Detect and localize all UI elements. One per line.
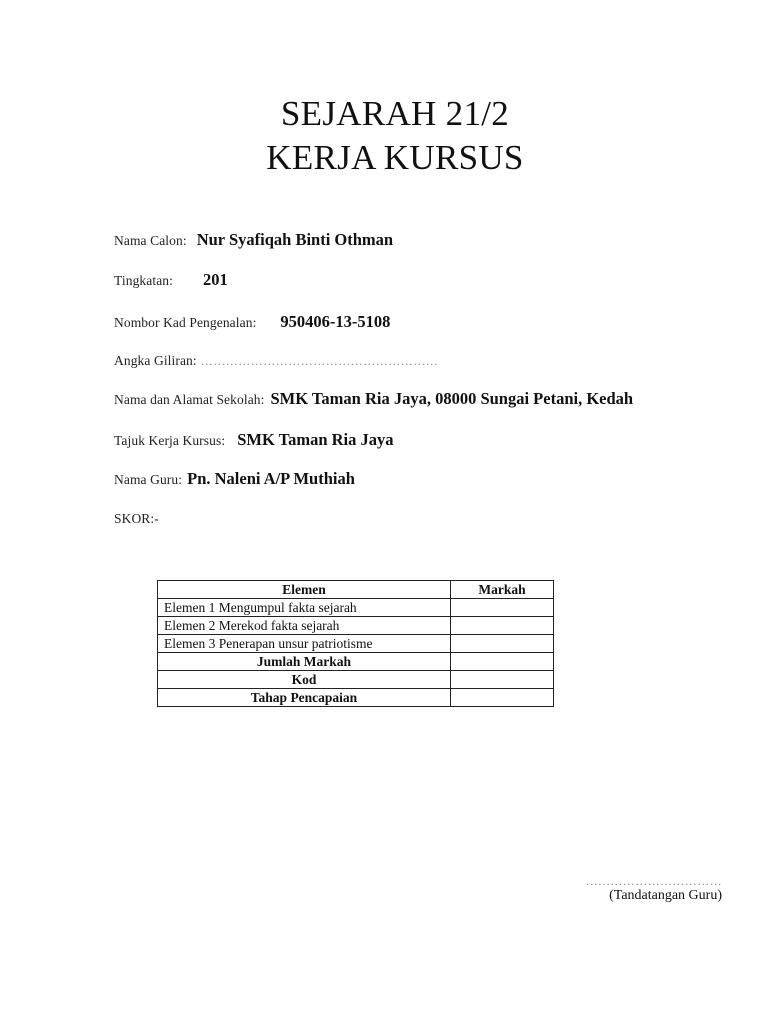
- field-nombor-kad: [114, 312, 390, 332]
- summary-cell: Jumlah Markah: [158, 653, 451, 671]
- document-title: SEJARAH 21/2: [280, 94, 510, 133]
- table-row: [158, 599, 554, 617]
- field-label: Nama Calon:: [114, 233, 187, 248]
- field-angka-giliran: [114, 352, 438, 370]
- field-dots: …………………………………………………: [200, 354, 439, 368]
- element-cell: Elemen 3 Penerapan unsur patriotisme: [158, 635, 451, 653]
- element-cell: Elemen 2 Merekod fakta sejarah: [158, 617, 451, 635]
- field-value: SMK Taman Ria Jaya: [237, 430, 394, 449]
- field-guru: [114, 469, 355, 489]
- field-sekolah: [114, 389, 633, 409]
- field-label: Tajuk Kerja Kursus:: [114, 433, 226, 448]
- markah-cell: [451, 599, 554, 617]
- field-tingkatan: [114, 270, 228, 290]
- column-header-markah: Markah: [451, 581, 554, 599]
- field-value: SMK Taman Ria Jaya, 08000 Sungai Petani, Kedah: [270, 389, 634, 408]
- document-subtitle: KERJA KURSUS: [266, 138, 524, 177]
- field-nama-calon: [114, 230, 393, 250]
- field-label: Nama dan Alamat Sekolah:: [114, 392, 265, 407]
- signature-line: ……………………………: [585, 874, 722, 888]
- field-value: 201: [203, 270, 228, 289]
- summary-cell: Tahap Pencapaian: [158, 689, 451, 707]
- field-label: SKOR:-: [114, 511, 159, 526]
- field-skor: [114, 510, 159, 528]
- field-label: Nama Guru:: [114, 472, 183, 487]
- field-label: Tingkatan:: [114, 273, 174, 288]
- markah-cell: [451, 617, 554, 635]
- table-header-row: [158, 581, 554, 599]
- score-table: [157, 580, 554, 707]
- markah-cell: [451, 635, 554, 653]
- table-row: [158, 635, 554, 653]
- field-label: Angka Giliran:: [114, 353, 197, 368]
- element-cell: Elemen 1 Mengumpul fakta sejarah: [158, 599, 451, 617]
- field-value: 950406-13-5108: [280, 312, 391, 331]
- markah-cell: [451, 671, 554, 689]
- field-value: Nur Syafiqah Binti Othman: [196, 230, 394, 249]
- summary-cell: Kod: [158, 671, 451, 689]
- column-header-elemen: Elemen: [158, 581, 451, 599]
- markah-cell: [451, 653, 554, 671]
- signature-label: (Tandatangan Guru): [609, 888, 722, 903]
- table-row: [158, 617, 554, 635]
- table-row-jumlah: [158, 653, 554, 671]
- field-value: Pn. Naleni A/P Muthiah: [187, 469, 355, 488]
- table-row-kod: [158, 671, 554, 689]
- table-row-tahap: [158, 689, 554, 707]
- field-label: Nombor Kad Pengenalan:: [114, 315, 257, 330]
- field-tajuk: [114, 430, 394, 450]
- markah-cell: [451, 689, 554, 707]
